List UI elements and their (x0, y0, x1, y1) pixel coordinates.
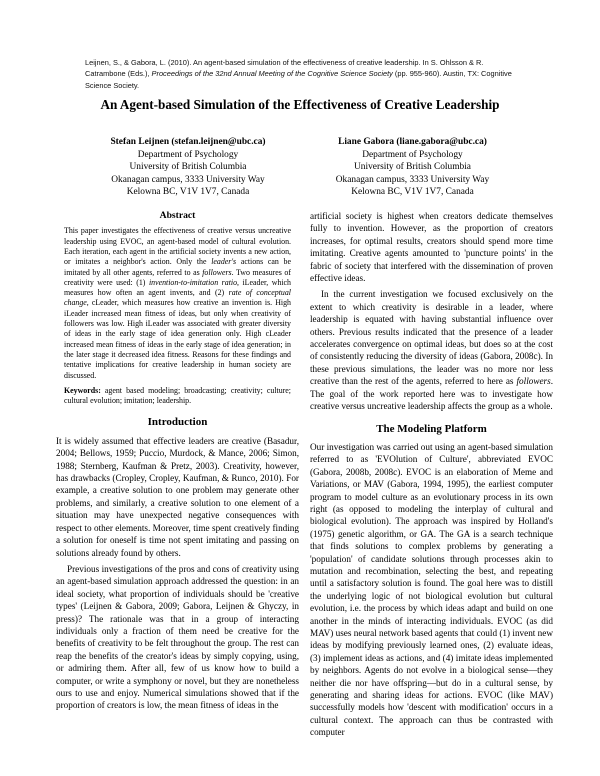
keywords-label: Keywords: (64, 385, 101, 395)
author-city: Kelowna BC, V1V 1V7, Canada (351, 187, 474, 198)
intro-paragraph-3: artificial society is highest when creators dedicate themselves fully to invention. However, as the proportion of creators increases, for optimal results, creators should spend more time imitating. Creative agents amounted to 'puncture points' in the fabric of society that interfered with the dissemination of proven effective ideas. (310, 211, 553, 284)
left-column (56, 210, 299, 716)
right-column (310, 210, 553, 743)
author-campus: Okanagan campus, 3333 University Way (335, 174, 490, 185)
author-university: University of British Columbia (129, 162, 247, 173)
author-city: Kelowna BC, V1V 1V7, Canada (126, 187, 250, 198)
author-name: Liane Gabora (liane.gabora@ubc.ca) (338, 137, 487, 147)
modeling-paragraph-1: Our investigation was carried out using an agent-based simulation referred to as 'EVOlution of Culture', abbreviated EVOC (Gabora, 2008b, 2008c). EVOC is an elaboration of Meme and Variations, or MAV (Gabora, 1994, 1995), the earliest computer program to model culture as an evolutionary process in its own right (as opposed to modeling the interplay of cultural and biological evolution). The approach was inspired by Holland's (1975) genetic algorithm, or GA. The GA is a search technique that finds solutions to complex problems by generating a 'population' of candidate solutions through processes akin to mutation and recombination, selecting the best, and repeating until a satisfactory solution is found. The goal here was to distill the underlying logic of not biological evolution but cultural evolution, i.e. the process by which ideas adapt and build on one another in the minds of interacting individuals. EVOC (as did MAV) uses neural network based agents that could (1) invent new ideas by modifying previously learned ones, (2) evaluate ideas, (3) implement ideas as actions, and (4) imitate ideas implemented by neighbors. Agents do not evolve in a biological sense—they neither die nor have offspring—but do in a cultural sense, by generating and sharing ideas for actions. EVOC (like MAV) successfully models how 'descent with modification' occurs in a cultural context. The approach can thus be contrasted with computer (310, 441, 553, 738)
abstract-text: actions can be imitated by all other agents, referred to as (64, 257, 291, 277)
intro-paragraph-2: Previous investigations of the pros and cons of creativity using an agent-based simulation approach addressed the question: in an ideal society, what proportion of individuals should be 'creative types' (Leijnen & Gabora, 2009; Gabora, Leijnen & Ghyczy, in press)? The rationale was that in a group of interacting individuals only a fraction of them need be creative for the benefits of creativity to be felt throughout the group. The rest can reap the benefits of the creator's ideas by simply copying, using, or admiring them. After all, few of us know how to build a computer, or write a symphony or novel, but they are nonetheless ours to use and enjoy. Numerical simulations showed that if the proportion of creators is low, the mean fitness of ideas in the (56, 563, 299, 711)
abstract-emph: followers (202, 267, 232, 277)
author-university: University of British Columbia (354, 162, 471, 173)
author-block-1 (83, 136, 293, 199)
citation-text-end: (pp. 955-960). Austin, TX: Cognitive Science Society. (85, 69, 512, 90)
body-text: In the current investigation we focused exclusively on the extent to which creativity is desirable in a leader, where leadership is equated with having substantial influence over others. Previous results indicated that the presence of a leader accelerates convergence on optimal ideas, but does so at the cost of consistently reducing the diversity of ideas (Gabora, 2008c). In these previous simulations, the leader was no more nor less creative than the rest of the agents, referred to here as (310, 289, 553, 387)
abstract-paragraph (64, 226, 291, 380)
author-block-2 (305, 136, 520, 199)
introduction-heading: Introduction (147, 416, 208, 429)
abstract-emph: leader's (211, 257, 237, 267)
abstract-text: . Two measures of creativity were used: (1) (64, 267, 291, 287)
abstract-body (64, 226, 291, 406)
abstract-emph: invention-to-imitation ratio (148, 277, 238, 287)
author-campus: Okanagan campus, 3333 University Way (111, 174, 265, 185)
author-department: Department of Psychology (137, 149, 239, 160)
citation-proceedings: Proceedings of the 32nd Annual Meeting of the Cognitive Science Society (151, 69, 393, 79)
citation-header (85, 57, 525, 91)
citation-text: Leijnen, S., & Gabora, L. (2010). An agent-based simulation of the effectiveness of creative leadership. In S. Ohlsson & R. Catrambone (Eds.), (85, 58, 484, 79)
abstract-text: , iLeader, which measures how often an agent invents, and (2) (64, 277, 292, 298)
author-department: Department of Psychology (362, 149, 463, 160)
keywords (64, 386, 291, 407)
abstract-heading: Abstract (159, 210, 196, 221)
intro-paragraph-1: It is widely assumed that effective leaders are creative (Basadur, 2004; Bellows, 1959; Puccio, Murdock, & Mance, 2006; Simon, 1988; Sternberg, Kaufman & Pretz, 2003). Creativity, however, has drawbacks (Cropley, Cropley, Kaufman, & Runco, 2010). For example, a creative solution to one problem may generate other problems, and similarly, a creative solution to one element of a situation may have unexpected negative consequences with respect to other elements. Moreover, time spent creatively finding a solution for oneself is time not spent imitating and passing on solutions already found by others. (56, 435, 299, 558)
keywords-text: agent based modeling; broadcasting; creativity; culture; cultural evolution; imitation; leadership. (64, 385, 291, 406)
intro-paragraph-4 (310, 288, 553, 412)
body-emph: followers (516, 376, 551, 387)
body-text: . The goal of the work reported here was to investigate how creative versus uncreative leadership affects the group as a whole. (310, 376, 553, 412)
abstract-text: , cLeader, which measures how creative an invention is. High iLeader increased mean fitness of ideas, but only when creativity of followers was low. High iLeader was associated with greater diversity of ideas in the early stage of idea generation only. High cLeader increased mean fitness of ideas in the early stage of idea generation; in the later stage it decreased idea fitness. Reasons for these findings and tentative implications for creative leadership in human society are discussed. (64, 298, 291, 380)
abstract-text: This paper investigates the effectiveness of creative versus uncreative leadership using EVOC, an agent-based model of cultural evolution. Each iteration, each agent in the artificial society invents a new action, or imitates a neighbor's action. Only the (64, 226, 291, 267)
modeling-platform-heading: The Modeling Platform (376, 422, 487, 435)
author-name: Stefan Leijnen (stefan.leijnen@ubc.ca) (110, 137, 266, 147)
paper-title: An Agent-based Simulation of the Effectiveness of Creative Leadership (100, 97, 500, 112)
abstract-emph: rate of conceptual change (64, 288, 291, 308)
